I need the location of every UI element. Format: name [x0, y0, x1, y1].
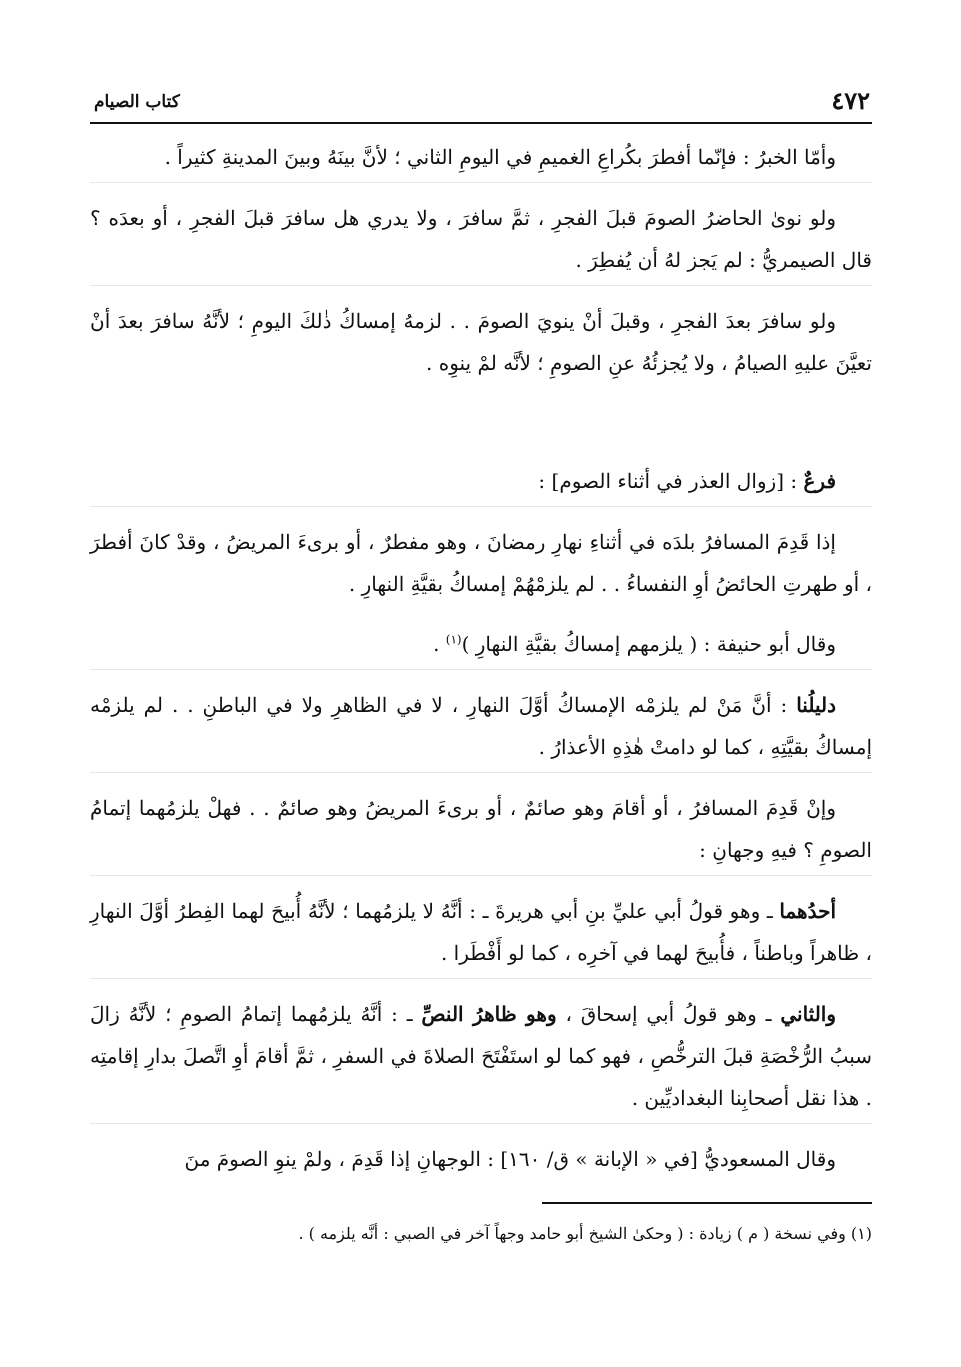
running-title: كتاب الصيام: [94, 92, 180, 112]
dalil-text: : أنَّ مَنْ لم يلزمْه الإمساكُ أوَّلَ النهارِ ، لا في الظاهرِ ولا في الباطنِ . . لم يلزمْه إمساكُ بقيَّتِهِ ، كما لو دامتْ هٰذِهِ الأعذارُ .: [90, 693, 872, 759]
dalil-label: دليلُنا: [796, 693, 836, 717]
far-title: : [زوال العذر في أثناء الصوم] :: [538, 469, 804, 493]
far-label: فرعٌ: [803, 469, 836, 493]
page-body: [90, 124, 872, 1248]
section-heading: [90, 460, 872, 507]
paragraph-safar: ولو سافرَ بعدَ الفجرِ ، وقبلَ أنْ ينويَ الصومَ . . لزمهُ إمساكُ ذٰلكَ اليومِ ؛ لأنَّهُ سافرَ بعدَ أنْ تعيَّنَ عليهِ الصيامُ ، ولا يُجزئُهُ عنِ الصومِ ؛ لأنَّه لمْ ينوِه .: [90, 309, 872, 375]
page-header: [90, 82, 872, 124]
hanifa-text: وقال أبو حنيفة : ( يلزمهم إمساكُ بقيَّةِ النهارِ ): [461, 632, 836, 656]
section-gap: [90, 402, 872, 460]
paragraph-dalil: [90, 684, 872, 773]
second-view-mid: ـ وهو قولُ أبي إسحاقَ ،: [556, 1002, 781, 1026]
hanifa-end: .: [433, 632, 446, 656]
second-view-label: والثاني: [780, 1002, 837, 1026]
paragraph-musafir: إذا قَدِمَ المسافرُ بلدَه في أثناءِ نهارِ رمضانَ ، وهو مفطرٌ ، أو برىءَ المريضُ ، وقدْ كانَ أفطرَ ، أو طهرتِ الحائضُ أوِ النفساءُ . . لم يلزمْهُمْ إمساكُ بقيَّةِ النهارِ .: [90, 530, 872, 596]
paragraph-wajhan: وإنْ قَدِمَ المسافرُ ، أو أقامَ وهو صائمٌ ، أو برىءَ المريضُ وهو صائمٌ . . فهلْ يلزمُهما إتمامُ الصومِ ؟ فيهِ وجهانِ :: [90, 787, 872, 876]
footnote-ref: (١): [445, 632, 462, 647]
second-view-bold: وهو ظاهرُ النصِّ: [421, 1002, 557, 1026]
paragraph-hanifa: [90, 623, 872, 670]
paragraph-second-view: [90, 993, 872, 1124]
first-view-text: ـ وهو قولُ أبي عليِّ بنِ أبي هريرةَ ـ : أنَّهُ لا يلزمُهما ؛ لأنَّهُ أُبيحَ لهما الفِطرُ أوَّلَ النهارِ ، ظاهراً وباطناً ، فأُبيحَ لهما في آخرِه ، كما لو أَفْطَرا .: [90, 899, 872, 965]
paragraph-first-view: [90, 890, 872, 979]
paragraph-khabar: وأمّا الخبرُ : فإنّما أفطرَ بكُراعِ الغميمِ في اليومِ الثاني ؛ لأنَّ بينَهُ وبينَ المدينةِ كثيراً .: [90, 136, 872, 183]
footnote: (١) وفي نسخة ( م ) زيادة : ( وحكىٰ الشيخ أبو حامد وجهاً آخر في الصبي : أنَّه يلزمه ) .: [298, 1224, 872, 1243]
second-view-text: ـ : أنَّهُ يلزمُهما إتمامُ الصومِ ؛ لأنَّهُ زالَ سببُ الرُّخْصَةِ قبلَ الترخُّصِ ، فهو كما لو استَفْتَحَ الصلاةَ في السفرِ ، ثمَّ أقامَ أوِ اتَّصلَ بدارِ إقامتِه . هذا نقل أصحابِنا البغداديِّين .: [90, 1002, 872, 1110]
first-view-label: أحدُهما: [779, 899, 836, 923]
paragraph-masudi: وقال المسعوديُّ [في « الإبانة » ق/ ١٦٠] : الوجهانِ إذا قَدِمَ ، ولمْ ينوِ الصومَ منَ: [184, 1147, 836, 1171]
footnote-divider: [542, 1202, 872, 1204]
paragraph-hadir: ولو نوىٰ الحاضرُ الصومَ قبلَ الفجرِ ، ثمَّ سافرَ ، ولا يدري هل سافرَ قبلَ الفجرِ ، أو بعدَه ؟ قال الصيمريُّ : لم يَجز لهُ أن يُفطِرَ .: [90, 197, 872, 286]
book-page: [90, 82, 872, 1248]
page-number: ٤٧٢: [831, 86, 870, 115]
